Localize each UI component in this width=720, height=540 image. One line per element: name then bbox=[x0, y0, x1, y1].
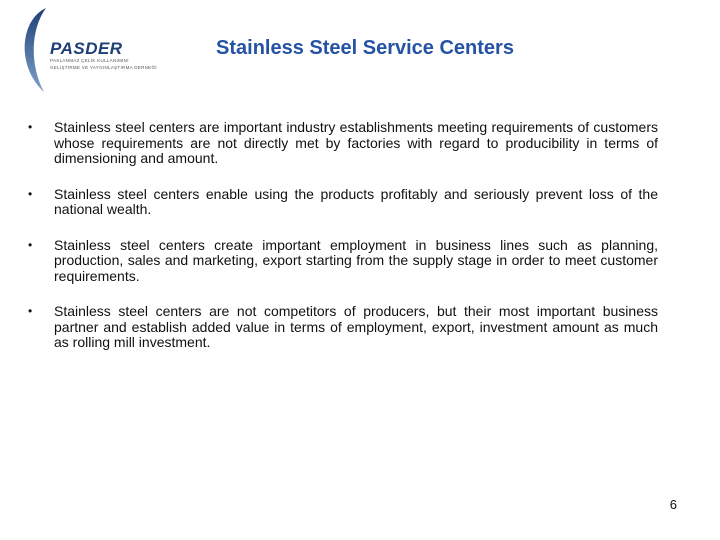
bullet-text: Stainless steel centers enable using the products profitably and seriously prevent loss of the national wealth. bbox=[54, 185, 658, 217]
bullet-text: Stainless steel centers create important employment in business lines such as planning, production, sales and marketing, export starting from the supply stage in order to meet customer requirements. bbox=[54, 236, 658, 284]
bullet-dot-icon: • bbox=[28, 237, 33, 252]
logo-subtitle-line1: PASLANMAZ ÇELİK KULLANIMINI bbox=[50, 58, 129, 63]
page-number: 6 bbox=[669, 497, 677, 512]
bullet-item bbox=[26, 120, 658, 167]
bullet-list bbox=[26, 120, 658, 371]
logo-subtitle-line2: GELİŞTİRME VE YAYGINLAŞTIRMA DERNEĞİ bbox=[50, 65, 157, 70]
logo-wordmark: PASDER bbox=[50, 39, 123, 58]
bullet-item bbox=[26, 304, 658, 351]
pasder-logo bbox=[6, 4, 162, 94]
bullet-dot-icon: • bbox=[28, 186, 33, 201]
bullet-dot-icon: • bbox=[28, 304, 33, 318]
bullet-item bbox=[26, 238, 658, 285]
bullet-dot-icon: • bbox=[28, 120, 33, 134]
bullet-text: Stainless steel centers are not competitors of producers, but their most important business partner and establish added value in terms of employment, export, investment amount as much as rolling mill investment. bbox=[54, 303, 658, 350]
slide-title: Stainless Steel Service Centers bbox=[216, 37, 514, 59]
bullet-text: Stainless steel centers are important industry establishments meeting requirements of customers whose requirements are not directly met by factories with regard to producibility in terms of dimensioning and amount. bbox=[54, 119, 658, 166]
bullet-item bbox=[26, 187, 658, 218]
